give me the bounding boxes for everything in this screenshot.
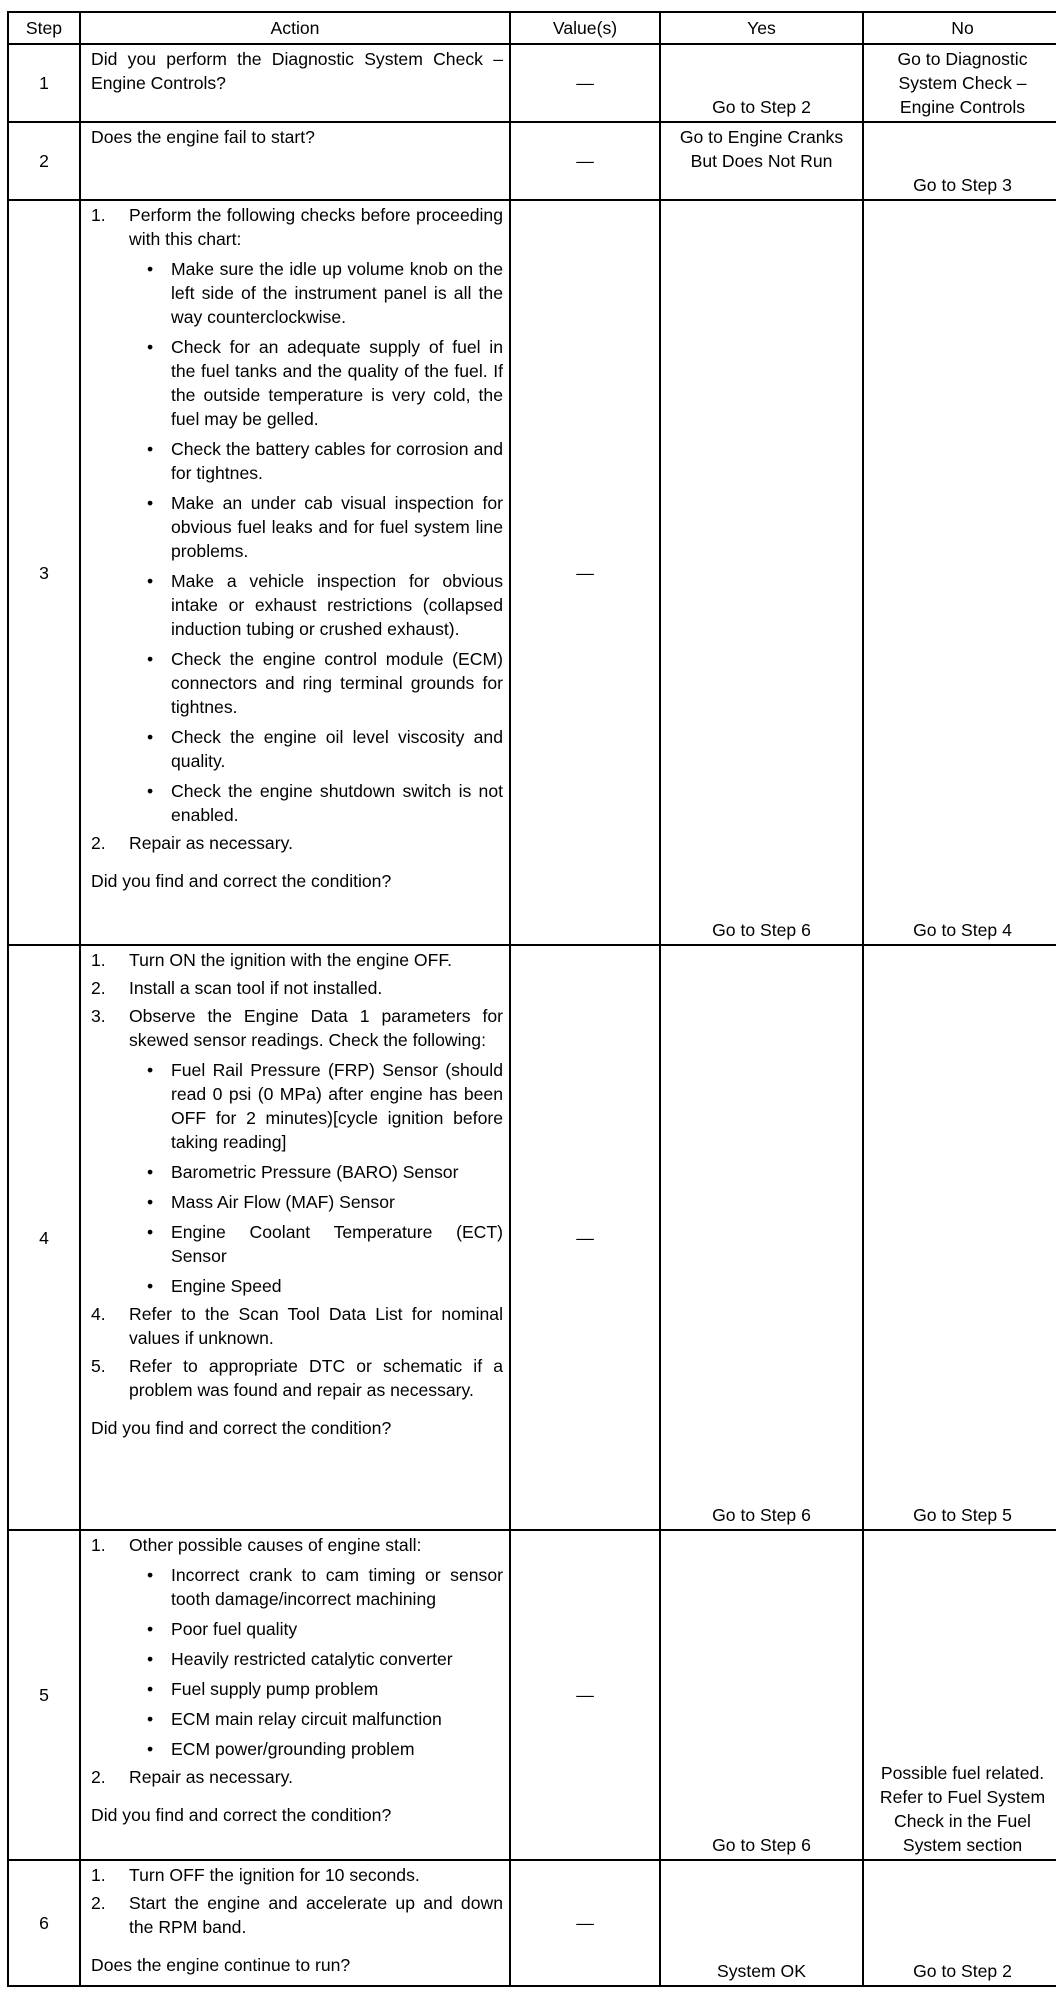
- bullet-item: • Make sure the idle up volume knob on the left side of the instrument panel is all the way counterclockwise.: [147, 259, 503, 327]
- no-cell: Go to Step 4: [863, 200, 1056, 945]
- value-cell: —: [510, 44, 660, 122]
- value-cell: —: [510, 945, 660, 1530]
- action-item: 1. Turn OFF the ignition for 10 seconds.: [91, 1865, 420, 1885]
- bullet-item: • Engine Coolant Temperature (ECT) Sensor: [147, 1222, 503, 1266]
- bullet-item: • Engine Speed: [147, 1276, 282, 1296]
- header-row: [8, 12, 1056, 44]
- bullet-item: • Check the engine control module (ECM) connectors and ring terminal grounds for tightnes.: [147, 649, 503, 717]
- diagnostic-table-page: [7, 11, 1056, 1987]
- action-item: 5. Refer to appropriate DTC or schematic if a problem was found and repair as necessary.: [91, 1356, 503, 1400]
- header-action: Action: [80, 12, 510, 44]
- bullet-item: • Heavily restricted catalytic converter: [147, 1649, 453, 1669]
- table-row: [8, 1860, 1056, 1986]
- step-number: 3: [8, 200, 80, 945]
- action-question: Did you find and correct the condition?: [91, 1805, 392, 1825]
- yes-cell: Go to Step 6: [660, 1530, 863, 1860]
- bullet-item: • Fuel Rail Pressure (FRP) Sensor (should read 0 psi (0 MPa) after engine has been OFF for 2 minutes)[cycle ignition before taking reading]: [147, 1060, 503, 1152]
- action-item: 3. Observe the Engine Data 1 parameters for skewed sensor readings. Check the following:: [91, 1006, 503, 1050]
- yes-cell: Go to Step 6: [660, 200, 863, 945]
- action-item: 2. Repair as necessary.: [91, 1767, 293, 1787]
- value-cell: —: [510, 122, 660, 200]
- step-number: 2: [8, 122, 80, 200]
- yes-cell: System OK: [660, 1860, 863, 1986]
- table-row: [8, 1530, 1056, 1860]
- action-item: 2. Install a scan tool if not installed.: [91, 978, 383, 998]
- header-yes: Yes: [660, 12, 863, 44]
- bullet-item: • Check for an adequate supply of fuel in the fuel tanks and the quality of the fuel. If the outside temperature is very cold, the fuel may be gelled.: [147, 337, 503, 429]
- bullet-item: • ECM power/grounding problem: [147, 1739, 415, 1759]
- value-cell: —: [510, 1860, 660, 1986]
- no-cell: Go to Step 5: [863, 945, 1056, 1530]
- bullet-item: • Check the engine oil level viscosity and quality.: [147, 727, 503, 771]
- action-cell: [80, 200, 510, 945]
- bullet-item: • Check the battery cables for corrosion and for tightnes.: [147, 439, 503, 483]
- header-no: No: [863, 12, 1056, 44]
- bullet-item: • Check the engine shutdown switch is not enabled.: [147, 781, 503, 825]
- bullet-item: • Make a vehicle inspection for obvious intake or exhaust restrictions (collapsed induction tubing or crushed exhaust).: [147, 571, 503, 639]
- diagnostic-table: [7, 11, 1056, 1987]
- no-cell: Go to Diagnostic System Check – Engine Controls: [863, 44, 1056, 122]
- bullet-item: • Incorrect crank to cam timing or sensor tooth damage/incorrect machining: [147, 1565, 503, 1609]
- action-cell: [80, 945, 510, 1530]
- bullet-item: • Fuel supply pump problem: [147, 1679, 379, 1699]
- header-values: Value(s): [510, 12, 660, 44]
- yes-cell: Go to Engine Cranks But Does Not Run: [660, 122, 863, 200]
- action-question: Did you find and correct the condition?: [91, 1418, 392, 1438]
- action-cell: [80, 1530, 510, 1860]
- action-question: Did you perform the Diagnostic System Check – Engine Controls?: [80, 44, 510, 122]
- bullet-item: • Make an under cab visual inspection for obvious fuel leaks and for fuel system line problems.: [147, 493, 503, 561]
- action-question: Does the engine continue to run?: [91, 1955, 351, 1975]
- action-item: 1. Turn ON the ignition with the engine OFF.: [91, 950, 453, 970]
- yes-cell: Go to Step 2: [660, 44, 863, 122]
- step-number: 4: [8, 945, 80, 1530]
- no-cell: Go to Step 2: [863, 1860, 1056, 1986]
- no-cell: Possible fuel related. Refer to Fuel System Check in the Fuel System section: [863, 1530, 1056, 1860]
- step-number: 5: [8, 1530, 80, 1860]
- action-item: 2. Repair as necessary.: [91, 833, 293, 853]
- action-item: 2. Start the engine and accelerate up and down the RPM band.: [91, 1893, 503, 1937]
- table-row: [8, 122, 1056, 200]
- table-row: [8, 44, 1056, 122]
- no-cell: Go to Step 3: [863, 122, 1056, 200]
- action-cell: [80, 1860, 510, 1986]
- bullet-item: • ECM main relay circuit malfunction: [147, 1709, 442, 1729]
- value-cell: —: [510, 1530, 660, 1860]
- step-number: 6: [8, 1860, 80, 1986]
- action-question: Did you find and correct the condition?: [91, 871, 392, 891]
- value-cell: —: [510, 200, 660, 945]
- action-item: 1. Perform the following checks before proceeding with this chart:: [91, 205, 503, 249]
- header-step: Step: [8, 12, 80, 44]
- action-question: Does the engine fail to start?: [80, 122, 510, 200]
- action-item: 4. Refer to the Scan Tool Data List for nominal values if unknown.: [91, 1304, 503, 1348]
- bullet-item: • Barometric Pressure (BARO) Sensor: [147, 1162, 459, 1182]
- table-row: [8, 945, 1056, 1530]
- step-number: 1: [8, 44, 80, 122]
- bullet-item: • Poor fuel quality: [147, 1619, 298, 1639]
- bullet-item: • Mass Air Flow (MAF) Sensor: [147, 1192, 395, 1212]
- yes-cell: Go to Step 6: [660, 945, 863, 1530]
- table-row: [8, 200, 1056, 945]
- action-item: 1. Other possible causes of engine stall:: [91, 1535, 422, 1555]
